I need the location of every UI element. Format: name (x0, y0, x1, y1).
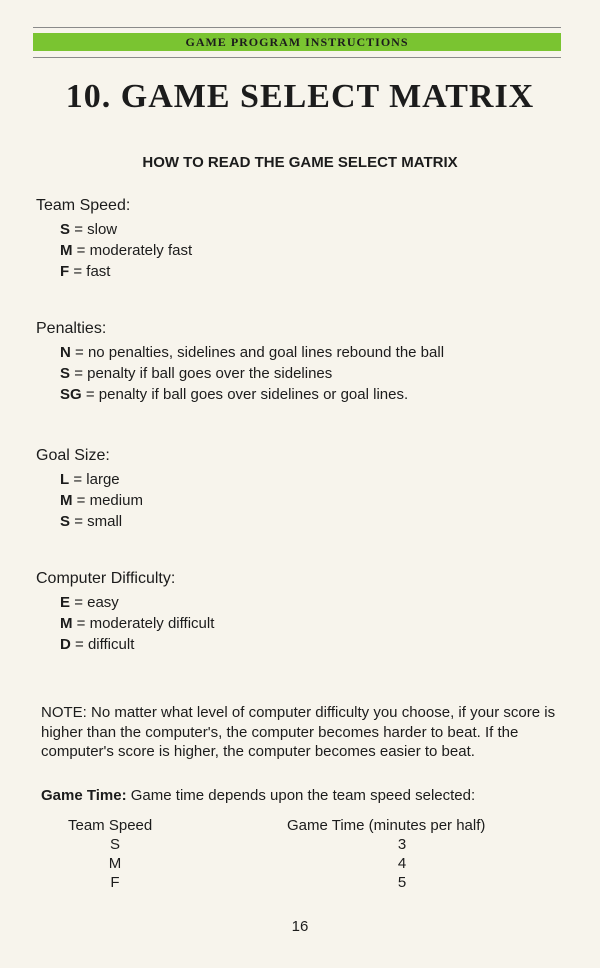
section-penalties (36, 320, 444, 405)
item-code: S (60, 221, 71, 238)
item-desc: = easy (74, 594, 119, 611)
item-desc: = medium (76, 492, 143, 509)
list-item (60, 613, 214, 634)
item-code: SG (60, 386, 82, 403)
list-item (60, 634, 214, 655)
item-desc: = penalty if ball goes over the sidelines (74, 365, 333, 382)
page-title: 10. GAME SELECT MATRIX (65, 78, 535, 115)
item-desc: = moderately difficult (76, 615, 215, 632)
item-code: M (60, 492, 73, 509)
table-header-game-time: Game Time (minutes per half) (287, 817, 486, 834)
item-desc: = large (73, 471, 120, 488)
bottom-rule (33, 57, 561, 58)
item-code: L (60, 471, 70, 488)
section-heading: Goal Size: (36, 447, 110, 464)
item-code: S (60, 365, 71, 382)
item-code: E (60, 594, 71, 611)
page-number: 16 (291, 918, 309, 935)
list-item (60, 592, 214, 613)
item-desc: = small (74, 513, 123, 530)
note-paragraph: NOTE: No matter what level of computer difficulty you choose, if your score is higher than the computer's, the computer becomes harder to beat. If the computer's score is higher, the computer becomes easier to beat. (41, 704, 556, 760)
header-band-label: GAME PROGRAM INSTRUCTIONS (185, 35, 409, 49)
list-item (60, 261, 192, 282)
item-desc: = moderately fast (76, 242, 193, 259)
item-code: M (60, 242, 73, 259)
table-cell-time: 4 (397, 855, 407, 872)
section-team-speed (36, 197, 192, 282)
item-code: D (60, 636, 71, 653)
list-item (60, 384, 444, 405)
section-heading: Computer Difficulty: (36, 570, 176, 587)
list-item (60, 363, 444, 384)
section-heading: Team Speed: (36, 197, 131, 214)
game-time-text: Game time depends upon the team speed selected: (130, 787, 476, 804)
list-item (60, 240, 192, 261)
table-cell-time: 3 (397, 836, 407, 853)
table-cell-speed: M (108, 855, 122, 872)
list-item (60, 342, 444, 363)
item-desc: = no penalties, sidelines and goal lines rebound the ball (75, 344, 445, 361)
table-cell-speed: S (109, 836, 120, 853)
item-desc: = fast (73, 263, 111, 280)
item-desc: = slow (74, 221, 118, 238)
item-desc: = difficult (75, 636, 135, 653)
list-item (60, 511, 143, 532)
table-cell-speed: F (110, 874, 120, 891)
list-item (60, 490, 143, 511)
top-rule (33, 27, 561, 28)
table-header-team-speed: Team Speed (68, 817, 153, 834)
game-time-label: Game Time: (41, 787, 127, 804)
section-goal-size (36, 447, 143, 532)
section-computer-difficulty (36, 570, 214, 655)
page-subtitle: HOW TO READ THE GAME SELECT MATRIX (142, 154, 458, 171)
item-code: M (60, 615, 73, 632)
item-code: F (60, 263, 70, 280)
table-cell-time: 5 (397, 874, 407, 891)
header-band (33, 33, 561, 51)
section-heading: Penalties: (36, 320, 107, 337)
item-code: N (60, 344, 71, 361)
item-code: S (60, 513, 71, 530)
game-time-line (41, 787, 475, 804)
list-item (60, 219, 192, 240)
list-item (60, 469, 143, 490)
item-desc: = penalty if ball goes over sidelines or goal lines. (85, 386, 409, 403)
